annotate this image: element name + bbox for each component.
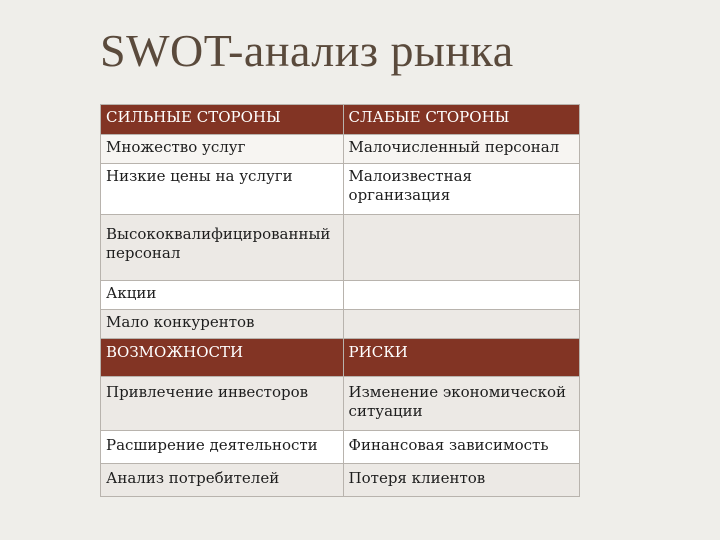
table-row <box>101 431 580 464</box>
table-cell: Финансовая зависимость <box>343 431 579 464</box>
table-header-row <box>101 339 580 377</box>
table-cell: Низкие цены на услуги <box>101 164 344 215</box>
opportunities-threats-table <box>100 338 580 497</box>
table-row <box>101 464 580 497</box>
table-row <box>101 310 580 339</box>
table-cell <box>343 310 579 339</box>
table-cell: Высококвалифицированный персонал <box>101 215 344 281</box>
table-cell: Акции <box>101 281 344 310</box>
table-row <box>101 164 580 215</box>
table-cell: Мало конкурентов <box>101 310 344 339</box>
table-row <box>101 377 580 431</box>
table-cell: Малочисленный персонал <box>343 135 579 164</box>
strengths-weaknesses-table <box>100 104 580 339</box>
table-row <box>101 281 580 310</box>
table-cell: Малоизвестная организация <box>343 164 579 215</box>
table-row <box>101 135 580 164</box>
table-header-row <box>101 105 580 135</box>
table-cell: Расширение деятельности <box>101 431 344 464</box>
table-cell <box>343 215 579 281</box>
table-cell: Привлечение инвесторов <box>101 377 344 431</box>
page-title: SWOT-анализ рынка <box>100 25 514 76</box>
table-cell: Анализ потребителей <box>101 464 344 497</box>
strengths-header: СИЛЬНЫЕ СТОРОНЫ <box>101 105 344 135</box>
table-cell: Изменение экономической ситуации <box>343 377 579 431</box>
table-cell <box>343 281 579 310</box>
opportunities-header: ВОЗМОЖНОСТИ <box>101 339 344 377</box>
weaknesses-header: СЛАБЫЕ СТОРОНЫ <box>343 105 579 135</box>
threats-header: РИСКИ <box>343 339 579 377</box>
table-cell: Потеря клиентов <box>343 464 579 497</box>
table-row <box>101 215 580 281</box>
table-cell: Множество услуг <box>101 135 344 164</box>
